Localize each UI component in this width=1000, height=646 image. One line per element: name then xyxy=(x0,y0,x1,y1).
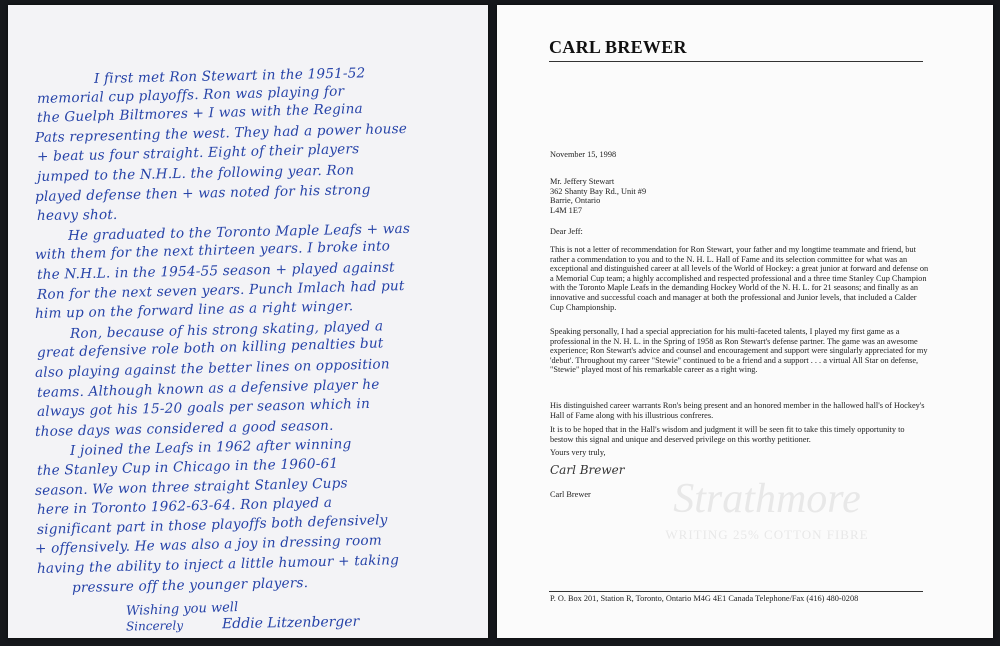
handwritten-line: played defense then + was noted for his strong xyxy=(34,181,371,205)
handwritten-line: Ron for the next seven years. Punch Imlach had put xyxy=(36,277,405,303)
handwritten-line: also playing against the better lines on opposition xyxy=(34,356,390,381)
handwritten-line: significant part in those playoffs both defensively xyxy=(36,512,388,538)
recipient-name: Mr. Jeffery Stewart xyxy=(550,177,615,186)
handwritten-sincerely: Sincerely xyxy=(125,618,184,634)
handwritten-line: here in Toronto 1962-63-64. Ron played a xyxy=(36,494,333,519)
letterhead-footer: P. O. Box 201, Station R, Toronto, Ontario M4G 4E1 Canada Telephone/Fax (416) 480-0208 xyxy=(550,594,859,603)
letter-paragraph-4: It is to be hoped that in the Hall's wisdom and judgment it will be seen fit to take this timely opportunity to bestow this signal and unique and deserved privilege on this worthy petitioner. xyxy=(550,425,905,444)
recipient-street: 362 Shanty Bay Rd., Unit #9 xyxy=(550,186,647,196)
watermark-brand: Strathmore xyxy=(673,476,861,522)
handwritten-line: season. We won three straight Stanley Cups xyxy=(34,474,348,499)
handwritten-signature: Eddie Litzenberger xyxy=(221,613,360,633)
salutation: Dear Jeff: xyxy=(550,227,583,236)
letter-paragraph-2: Speaking personally, I had a special appreciation for his multi-faceted talents, I played my first game as a professional in the N. H. L. in the Spring of 1958 as Ron Stewart's defense partner. The game was an awesome experience; Ron Stewart's advice and counsel and encouragement and support were singularly appreciated for my 'debut'. Throughout my career "Stewie" continued to be a friend and a support . . . a virtual All Star on defense, "Stewie" played most of his remarkable career as a right wing. xyxy=(550,327,928,375)
letter-closing: Yours very truly, xyxy=(550,448,606,457)
handwritten-line: those days was considered a good season. xyxy=(34,417,334,440)
handwritten-line: Ron, because of his strong skating, played a xyxy=(69,318,384,342)
carl-brewer-signature: Carl Brewer xyxy=(550,463,625,477)
handwritten-line: I first met Ron Stewart in the 1951-52 xyxy=(93,65,366,87)
handwritten-line: Pats representing the west. They had a power house xyxy=(34,120,408,146)
handwritten-line: teams. Although known as a defensive player he xyxy=(36,376,380,401)
letterhead-rule xyxy=(549,61,923,62)
recipient-postal-code: L4M 1E7 xyxy=(550,205,583,215)
handwritten-line: + offensively. He was also a joy in dressing room xyxy=(34,532,383,558)
handwritten-line: the N.H.L. in the 1954-55 season + played against xyxy=(36,259,395,283)
handwritten-letter-page xyxy=(8,5,488,638)
recipient-address xyxy=(550,177,930,215)
handwritten-line: He graduated to the Toronto Maple Leafs + was xyxy=(67,220,411,244)
handwritten-line: him up on the forward line as a right winger. xyxy=(34,298,354,323)
handwritten-closing: Wishing you well xyxy=(125,600,239,619)
typed-letter-page xyxy=(497,5,993,638)
letter-paragraph-3: His distinguished career warrants Ron's being present and an honored member in the hallowed hall's of Hockey's Hall of Fame along with his illustrious confreres. xyxy=(550,401,925,420)
handwritten-line: I joined the Leafs in 1962 after winning xyxy=(69,436,352,460)
handwritten-line: heavy shot. xyxy=(36,207,118,225)
letterhead-name: CARL BREWER xyxy=(549,37,687,57)
letter-date: November 15, 1998 xyxy=(550,150,617,159)
handwritten-line: with them for the next thirteen years. I broke into xyxy=(34,238,391,264)
handwritten-line: great defensive role both on killing penalties but xyxy=(36,335,384,362)
letter-paragraph-1: This is not a letter of recommendation for Ron Stewart, your father and my longtime teammate and friend, but rather a commendation to you and to the N. H. L. Hall of Fame and its selection committee for what was an exceptional and distinguished career at all levels of the World of Hockey: a great junior at forward and defense on a Memorial Cup team; a highly accomplished and respected professional and a three time Stanley Cup Champion with the Toronto Maple Leafs in the demanding Hockey World of the N. H. L. for 21 seasons; and finally as an innovative and successful coach and manager at both the professional and Junior levels, that included a Calder Cup Championship. xyxy=(550,245,929,312)
handwritten-line: having the ability to inject a little humour + taking xyxy=(36,552,400,577)
handwritten-line: the Guelph Biltmores + I was with the Regina xyxy=(36,101,364,127)
recipient-city: Barrie, Ontario xyxy=(550,196,601,206)
signer-name: Carl Brewer xyxy=(550,490,591,499)
footer-rule xyxy=(549,591,923,592)
handwritten-line: jumped to the N.H.L. the following year. Ron xyxy=(36,162,355,185)
handwritten-line: pressure off the younger players. xyxy=(71,575,309,596)
handwritten-line: always got his 15-20 goals per season which in xyxy=(36,396,371,421)
handwritten-letter-body xyxy=(8,5,488,638)
handwritten-line: the Stanley Cup in Chicago in the 1960-61 xyxy=(36,455,339,479)
watermark-caption: WRITING 25% COTTON FIBRE xyxy=(665,527,869,542)
handwritten-line: memorial cup playoffs. Ron was playing for xyxy=(36,83,345,107)
handwritten-line: + beat us four straight. Eight of their players xyxy=(36,141,360,166)
